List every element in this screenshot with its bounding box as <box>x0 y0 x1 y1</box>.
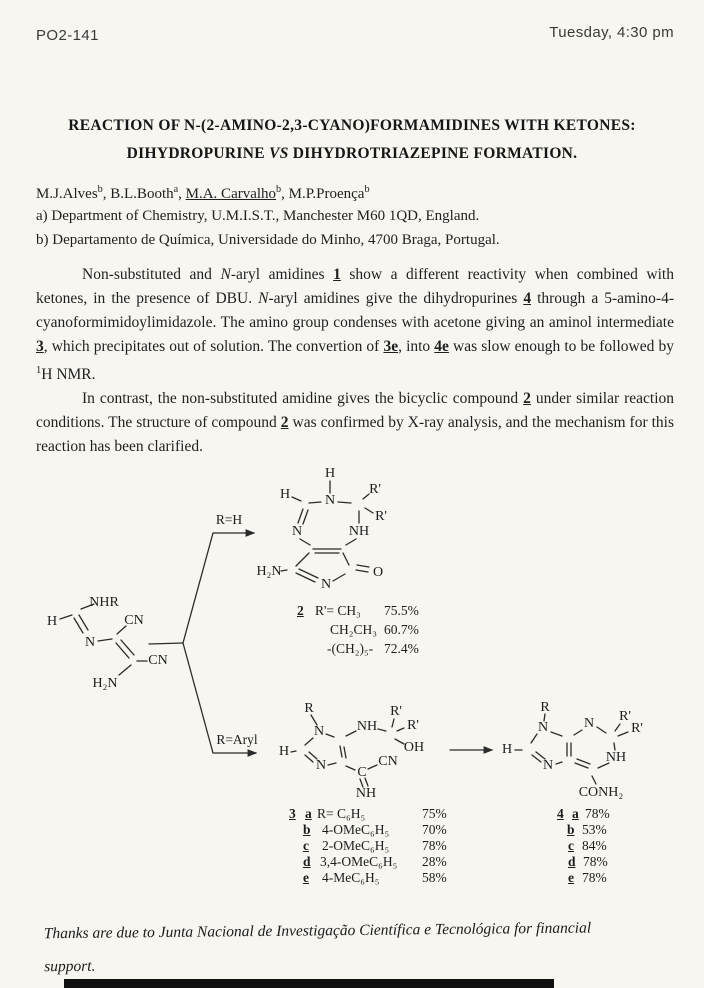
atom-label-conh2: CONH₂ <box>578 785 624 801</box>
scan-artifact-bar <box>64 979 554 988</box>
caption-formula: 4-MeC₆H₅ <box>322 870 380 885</box>
caption-yield: 28% <box>422 854 447 869</box>
atom-label-nh: NH <box>348 524 370 540</box>
atom-label-o: O <box>372 565 384 581</box>
branch-condition-bottom: R=Aryl <box>216 732 258 748</box>
compound3-labels <box>279 701 424 801</box>
poster-number: PO2-141 <box>36 27 99 44</box>
atom-label-cn: CN <box>378 754 398 770</box>
paper-title <box>0 112 704 168</box>
caption-formula: 2-OMeC₆H₅ <box>322 838 390 853</box>
session-time: Tuesday, 4:30 pm <box>549 24 674 41</box>
caption-yield: 72.4% <box>384 641 419 656</box>
caption-letter: e <box>303 870 309 885</box>
compound4-skeleton <box>515 714 628 784</box>
atom-label-n3: N <box>315 758 327 774</box>
affiliation-b: b) Departamento de Química, Universidade do Minho, 4700 Braga, Portugal. <box>36 232 500 248</box>
atom-label-cn-top: CN <box>124 613 144 629</box>
caption-letter: c <box>303 838 309 853</box>
atom-label-r: R <box>304 701 314 717</box>
atom-label-n1: N <box>583 716 595 732</box>
caption-yield: 78% <box>585 806 610 821</box>
acknowledgement-line1: Thanks are due to Junta Nacional de Investigação Científica e Tecnológica for financial <box>43 919 592 943</box>
abstract-paragraph-2: In contrast, the non-substituted amidine gives the bicyclic compound 2 under similar reaction conditions. The structure of compound 2 was confirmed by X-ray analysis, and the mechanism for this reaction has been clarified. <box>36 390 674 456</box>
branch-fork <box>149 512 258 753</box>
caption-yield: 53% <box>582 822 607 837</box>
atom-label-n1: N <box>313 724 325 740</box>
caption-letter: b <box>567 822 575 837</box>
atom-label-h: H <box>501 742 513 758</box>
abstract-body <box>36 263 674 459</box>
caption-yield: 75% <box>422 806 447 821</box>
compound-id: 2 <box>297 603 304 618</box>
abstract-paragraph-1: Non-substituted and N-aryl amidines 1 show a different reactivity when combined with ketones, in the presence of DBU. N-aryl amidines give the dihydropurines 4 through a 5-amino-4-cyanoformimidoylimidazole. The amino group condenses with acetone giving an aminol intermediate 3, which precipitates out of solution. The convertion of 3e, into 4e was slow enough to be followed by $^1$H NMR. <box>36 266 674 384</box>
atom-label-rprime2: R' <box>631 721 643 737</box>
caption-yield: 84% <box>582 838 607 853</box>
atom-label-nh-bottom: NH <box>355 786 377 802</box>
caption-yield: 75.5% <box>384 603 419 618</box>
atom-label-cn-bottom: CN <box>148 653 168 669</box>
caption-formula: R= C₆H₅ <box>317 806 366 821</box>
atom-label-n9: N <box>537 720 549 736</box>
atom-label-n7: N <box>542 758 554 774</box>
caption-yield: 58% <box>422 870 447 885</box>
compound4-labels <box>502 700 643 800</box>
atom-label-rprime1: R' <box>369 482 381 498</box>
caption-letter: b <box>303 822 311 837</box>
caption-formula: -(CH₂)₅- <box>327 641 374 656</box>
branch-condition-top: R=H <box>215 512 243 528</box>
atom-label-r: R <box>540 700 550 716</box>
atom-label-h: H <box>278 744 290 760</box>
atom-label-h-top: H <box>324 466 336 482</box>
caption-formula: 3,4-OMeC₆H₅ <box>320 854 398 869</box>
atom-label-rprime2: R' <box>375 509 387 525</box>
atom-label-c: C <box>357 765 367 781</box>
authors-line: M.J.Alves$^b$, B.L.Booth$^a$, M.A. Carvalho$^b$, M.P.Proença$^b$ <box>36 184 370 202</box>
compound-id: 3 <box>289 806 296 821</box>
atom-label-h-left: H <box>279 487 291 503</box>
caption-yield: 78% <box>582 870 607 885</box>
atom-label-nhr: NHR <box>89 595 119 611</box>
caption-letter: c <box>568 838 574 853</box>
atom-label-h: H <box>46 614 58 630</box>
compound3-skeleton <box>291 715 404 787</box>
compound-id: 4 <box>557 806 564 821</box>
caption-yield: 60.7% <box>384 622 419 637</box>
caption-letter: d <box>568 854 576 869</box>
caption-formula: 4-OMeC₆H₅ <box>322 822 390 837</box>
caption-formula: R'= CH₃ <box>315 603 361 618</box>
atom-label-rprime1: R' <box>619 709 631 725</box>
atom-label-nh: NH <box>605 750 627 766</box>
caption-formula: CH₂CH₃ <box>330 622 377 637</box>
caption-letter: a <box>305 806 312 821</box>
title-line2: DIHYDROPURINE VS DIHYDROTRIAZEPINE FORMATION. <box>126 145 578 162</box>
starting-amidine-labels <box>47 595 168 691</box>
acknowledgement <box>44 911 665 983</box>
atom-label-rprime2: R' <box>407 718 419 734</box>
atom-label-h2n: H₂N <box>256 564 282 580</box>
atom-label-n-left: N <box>291 524 303 540</box>
atom-label-nh: NH <box>356 719 378 735</box>
caption-letter: a <box>572 806 579 821</box>
affiliation-a: a) Department of Chemistry, U.M.I.S.T., Manchester M60 1QD, England. <box>36 208 480 224</box>
caption-yield: 70% <box>422 822 447 837</box>
atom-label-oh: OH <box>403 740 425 756</box>
compound2-labels <box>256 466 386 592</box>
caption-yield: 78% <box>422 838 447 853</box>
atom-label-n1: N <box>324 493 336 509</box>
atom-label-n: N <box>84 635 96 651</box>
acknowledgement-line2: support. <box>44 957 96 976</box>
atom-label-h2n: H₂N <box>92 676 118 692</box>
title-line1: REACTION OF N-(2-AMINO-2,3-CYANO)FORMAMIDINES WITH KETONES: <box>68 117 636 134</box>
caption-letter: e <box>568 870 574 885</box>
caption-yield: 78% <box>583 854 608 869</box>
atom-label-rprime1: R' <box>390 704 402 720</box>
caption-letter: d <box>303 854 311 869</box>
atom-label-n-bottom: N <box>320 577 332 593</box>
